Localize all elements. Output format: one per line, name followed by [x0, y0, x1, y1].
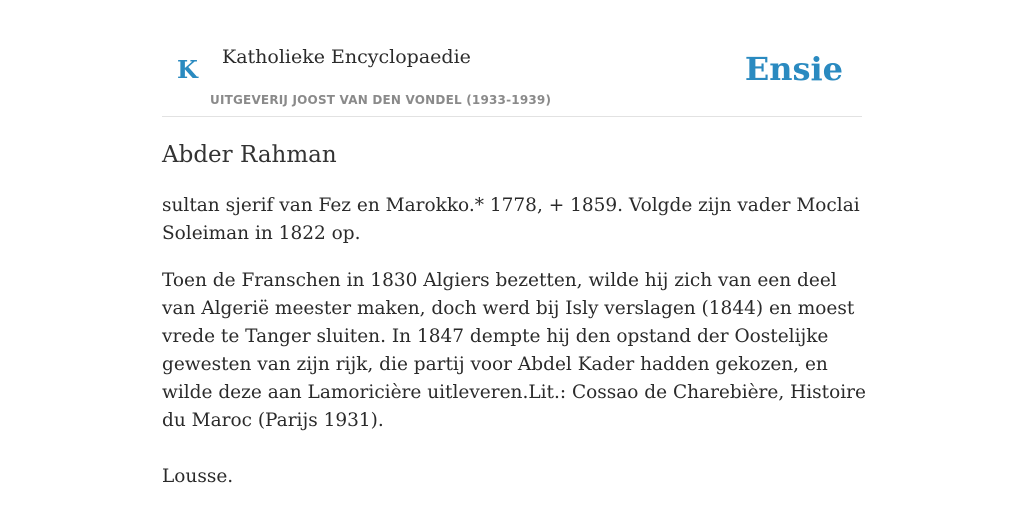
ensie-logo-link[interactable]: Ensie	[744, 50, 843, 88]
article	[162, 138, 867, 491]
article-author: Lousse.	[162, 466, 234, 487]
publisher-label: UITGEVERIJ JOOST VAN DEN VONDEL (1933-1939)	[210, 93, 552, 107]
encyclopedia-title[interactable]: Katholieke Encyclopaedie	[222, 46, 471, 68]
encyclopedia-logo[interactable]: K	[177, 55, 198, 84]
article-title: Abder Rahman	[162, 142, 337, 168]
article-paragraph: Toen de Franschen in 1830 Algiers bezetten, wilde hij zich van een deel van Algerië meester maken, doch werd bij Isly verslagen (1844) en moest vrede te Tanger sluiten. In 1847 dempte hij den opstand der Oostelijke gewesten van zijn rijk, die partij voor Abdel Kader hadden gekozen, en wilde deze aan Lamoricière uitleveren.Lit.: Cossao de Charebière, Histoire du Maroc (Parijs 1931).	[162, 270, 866, 431]
site-header	[162, 0, 862, 117]
article-paragraph: sultan sjerif van Fez en Marokko.* 1778, + 1859. Volgde zijn vader Moclai Soleiman in 1822 op.	[162, 195, 860, 244]
